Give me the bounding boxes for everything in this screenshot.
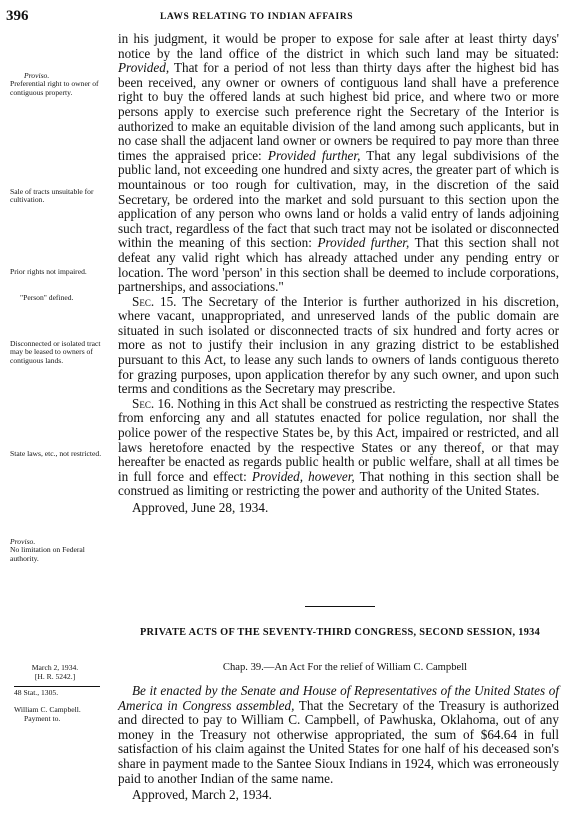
margin-note-disconnected-tract: Disconnected or isolated tract may be leased to owners of contiguous lands. — [10, 339, 101, 365]
statute-divider — [14, 686, 100, 687]
body-text-segment: That any legal subdivisions of the public land, not exceeding one hundred and sixty acres, the greater part of which is mountainous or too rough for cultivation, may, in the discretion of the said Secretary, be ordered into the market and sold pursuant to this section upon the application of any person who owns land or holds a valid entry of lands adjoining such tract, regardless of the fact that such tract may not be isolated or disconnected within the meaning of this section: — [118, 147, 559, 251]
margin-note-prior-rights: Prior rights not impaired. — [10, 267, 87, 276]
bill-number: [H. R. 5242.] — [34, 671, 76, 681]
preferential-right-note: Preferential right to owner of contiguous property. — [10, 79, 99, 97]
body-text-segment: in his judgment, it would be proper to expose for sale after at least thirty days' notice by the land office of the district in which such land may be situated: — [118, 31, 559, 61]
section-divider — [305, 606, 375, 607]
margin-note-state-laws: State laws, etc., not restricted. — [10, 449, 102, 458]
statute-reference — [14, 664, 114, 681]
statute-number: 48 Stat., 1305. — [14, 688, 59, 697]
section-16-paragraph — [118, 397, 559, 499]
proviso-term: Provided further, — [317, 235, 410, 251]
margin-note-proviso — [10, 72, 108, 97]
payee-name-note: William C. Campbell. — [14, 705, 81, 714]
statute-body — [118, 32, 559, 516]
page-number: 396 — [6, 8, 29, 24]
running-head: LAWS RELATING TO INDIAN AFFAIRS — [160, 12, 354, 22]
proviso-term: Provided, however, — [251, 468, 355, 484]
margin-note-sale-of-tracts: Sale of tracts unsuitable for cultivation. — [10, 187, 94, 205]
body-text-segment: The Secretary of the Interior is further authorized in his discretion, where vacant, unappropriated, and unreserved lands of the public domain are situated in such isolated or disconnected tracts of six hundred and forty acres or more as not to justify their inclusion in any grazing district to be established pursuant to this Act, to lease any such lands to owners of lands contiguous thereto for grazing purposes, upon application therefor by any such owner, and upon such terms and conditions as the Secretary may prescribe. — [118, 293, 559, 397]
proviso-term: Provided, — [118, 60, 170, 76]
act-text-segment: That the Secretary of the Treasury is authorized and directed to pay to William C. Campbell, of Pawhuska, Oklahoma, out of any money in the Treasury not otherwise appropriated, the sum of $64.64 in full satisfaction of his claim against the United States for one half of his deceased son's share in payment made to the Santee Sioux Indians in 1924, which was erroneously paid to another Indian of the same name. — [118, 697, 559, 786]
approved-date: Approved, March 2, 1934. — [132, 787, 272, 803]
body-text-segment: Nothing in this Act shall be construed as restricting the respective States from enforcing any and all statutes enacted for police regulation, nor shall the police power of the respective States be, by this Act, impaired or restricted, and all laws heretofore enacted by the respective States or any thereof, or that may hereafter be enacted as regards public health or public welfare, shall at all times be in full force and effect: — [118, 395, 559, 484]
proviso-label: Proviso. — [10, 537, 36, 546]
chapter-title: Chap. 39.—An Act For the relief of William C. Campbell — [222, 662, 468, 673]
margin-note-campbell — [14, 706, 114, 723]
no-limitation-note: No limitation on Federal authority. — [10, 545, 85, 563]
private-acts-heading: PRIVATE ACTS OF THE SEVENTY-THIRD CONGRESS, SECOND SESSION, 1934 — [139, 627, 541, 638]
body-text-segment: That nothing in this section shall be construed as limiting or restricting the power and authority of the United States. — [118, 468, 559, 499]
act-body — [118, 684, 559, 803]
act-paragraph — [118, 684, 559, 786]
proviso-term: Provided further, — [267, 147, 361, 163]
body-text-segment: That for a period of not less than thirty days after the highest bid has been received, any owner or owners of contiguous land shall have a preference right to buy the offered lands at such highest bid price, and where two or more persons apply to exercise such preference right the Secretary of the Interior is authorized to make an equitable division of the land among such applicants, but in no case shall the adjacent land owner or owners be required to pay more than three times the appraised price: — [118, 60, 559, 163]
enacting-clause: Be it enacted by the Senate and House of Representatives of the United States of America in Congress assembled, — [118, 683, 559, 713]
section-14-paragraph — [118, 32, 559, 295]
statute-citation — [14, 689, 114, 698]
section-label: Sec. 15. — [132, 293, 177, 309]
act-date: March 2, 1934. — [31, 663, 79, 672]
section-15-paragraph — [118, 295, 559, 397]
approved-date: Approved, June 28, 1934. — [132, 500, 269, 515]
payment-note: Payment to. — [24, 713, 61, 723]
margin-note-person-defined: "Person" defined. — [20, 293, 74, 302]
proviso-label: Proviso. — [24, 71, 50, 80]
margin-note-proviso-federal — [10, 538, 108, 563]
body-text-segment: That this section shall not defeat any valid right which has already attached under any pending entry or location. The word 'person' in this section shall be deemed to include corporations, partnerships, and associations." — [118, 235, 559, 295]
section-label: Sec. 16. — [132, 395, 174, 411]
